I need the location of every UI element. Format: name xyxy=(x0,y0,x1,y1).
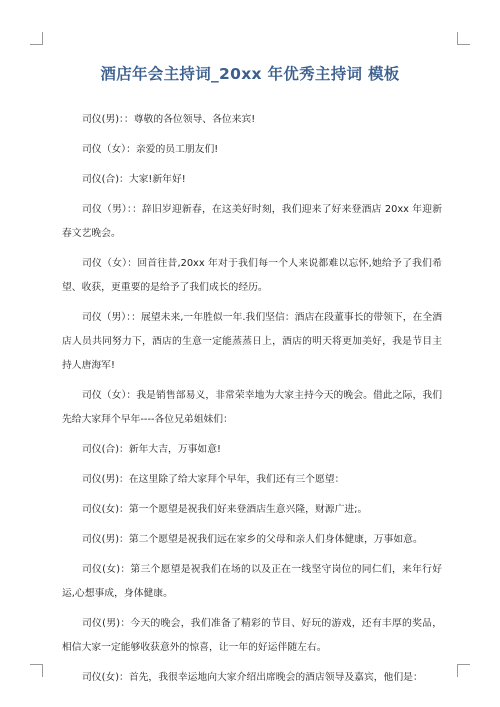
paragraph: 司仪(男)：今天的晚会，我们准备了精彩的节目、好玩的游戏，还有丰厚的奖品，相信大家一定能够收获意外的惊喜，让一年的好运伴随左右。 xyxy=(62,618,442,653)
corner-mark-top-right xyxy=(457,32,470,45)
paragraph: 司仪（男）：：辞旧岁迎新春，在这美好时刻，我们迎来了好来登酒店 20xx 年迎新春文艺晚会。 xyxy=(62,204,442,239)
paragraph: 司仪(合)：新年大吉，万事如意! xyxy=(82,444,221,455)
paragraph: 司仪(女)：第一个愿望是祝我们好来登酒店生意兴隆，财源广进;。 xyxy=(82,504,368,515)
paragraph: 司仪（女）：回首往昔,20xx 年对于我们每一个人来说都难以忘怀,她给予了我们希望、收获，更重要的是给予了我们成长的经历。 xyxy=(62,258,442,293)
corner-mark-bottom-right xyxy=(457,664,470,677)
paragraph: 司仪(男)：第二个愿望是祝我们远在家乡的父母和亲人们身体健康，万事如意。 xyxy=(82,534,423,545)
paragraph: 司仪（女）：我是销售部易义，非常荣幸地为大家主持今天的晚会。借此之际，我们先给大家拜个早年----各位兄弟姐妹们： xyxy=(62,390,442,425)
corner-mark-bottom-left xyxy=(30,664,43,677)
document-title: 酒店年会主持词_20xx 年优秀主持词 模板 xyxy=(100,65,400,83)
paragraph: 司仪（男）：：展望未来,一年胜似一年.我们坚信：酒店在段董事长的带领下，在全酒店人员共同努力下，酒店的生意一定能蒸蒸日上，酒店的明天将更加美好，我是节目主持人唐海军! xyxy=(62,312,442,371)
document-body xyxy=(62,108,442,696)
paragraph: 司仪(女)：首先，我很幸运地向大家介绍出席晚会的酒店领导及嘉宾，他们是： xyxy=(82,672,423,683)
paragraph: 司仪(合)：大家!新年好! xyxy=(82,174,186,185)
corner-mark-top-left xyxy=(30,32,43,45)
paragraph: 司仪（女）：亲爱的员工朋友们! xyxy=(82,144,219,155)
paragraph: 司仪(男)：：尊敬的各位领导、各位来宾! xyxy=(82,114,256,125)
paragraph: 司仪(男)：在这里除了给大家拜个早年，我们还有三个愿望： xyxy=(82,474,345,485)
paragraph: 司仪(女)：第三个愿望是祝我们在场的以及正在一线坚守岗位的同仁们，来年行好运,心想事成，身体健康。 xyxy=(62,564,442,599)
